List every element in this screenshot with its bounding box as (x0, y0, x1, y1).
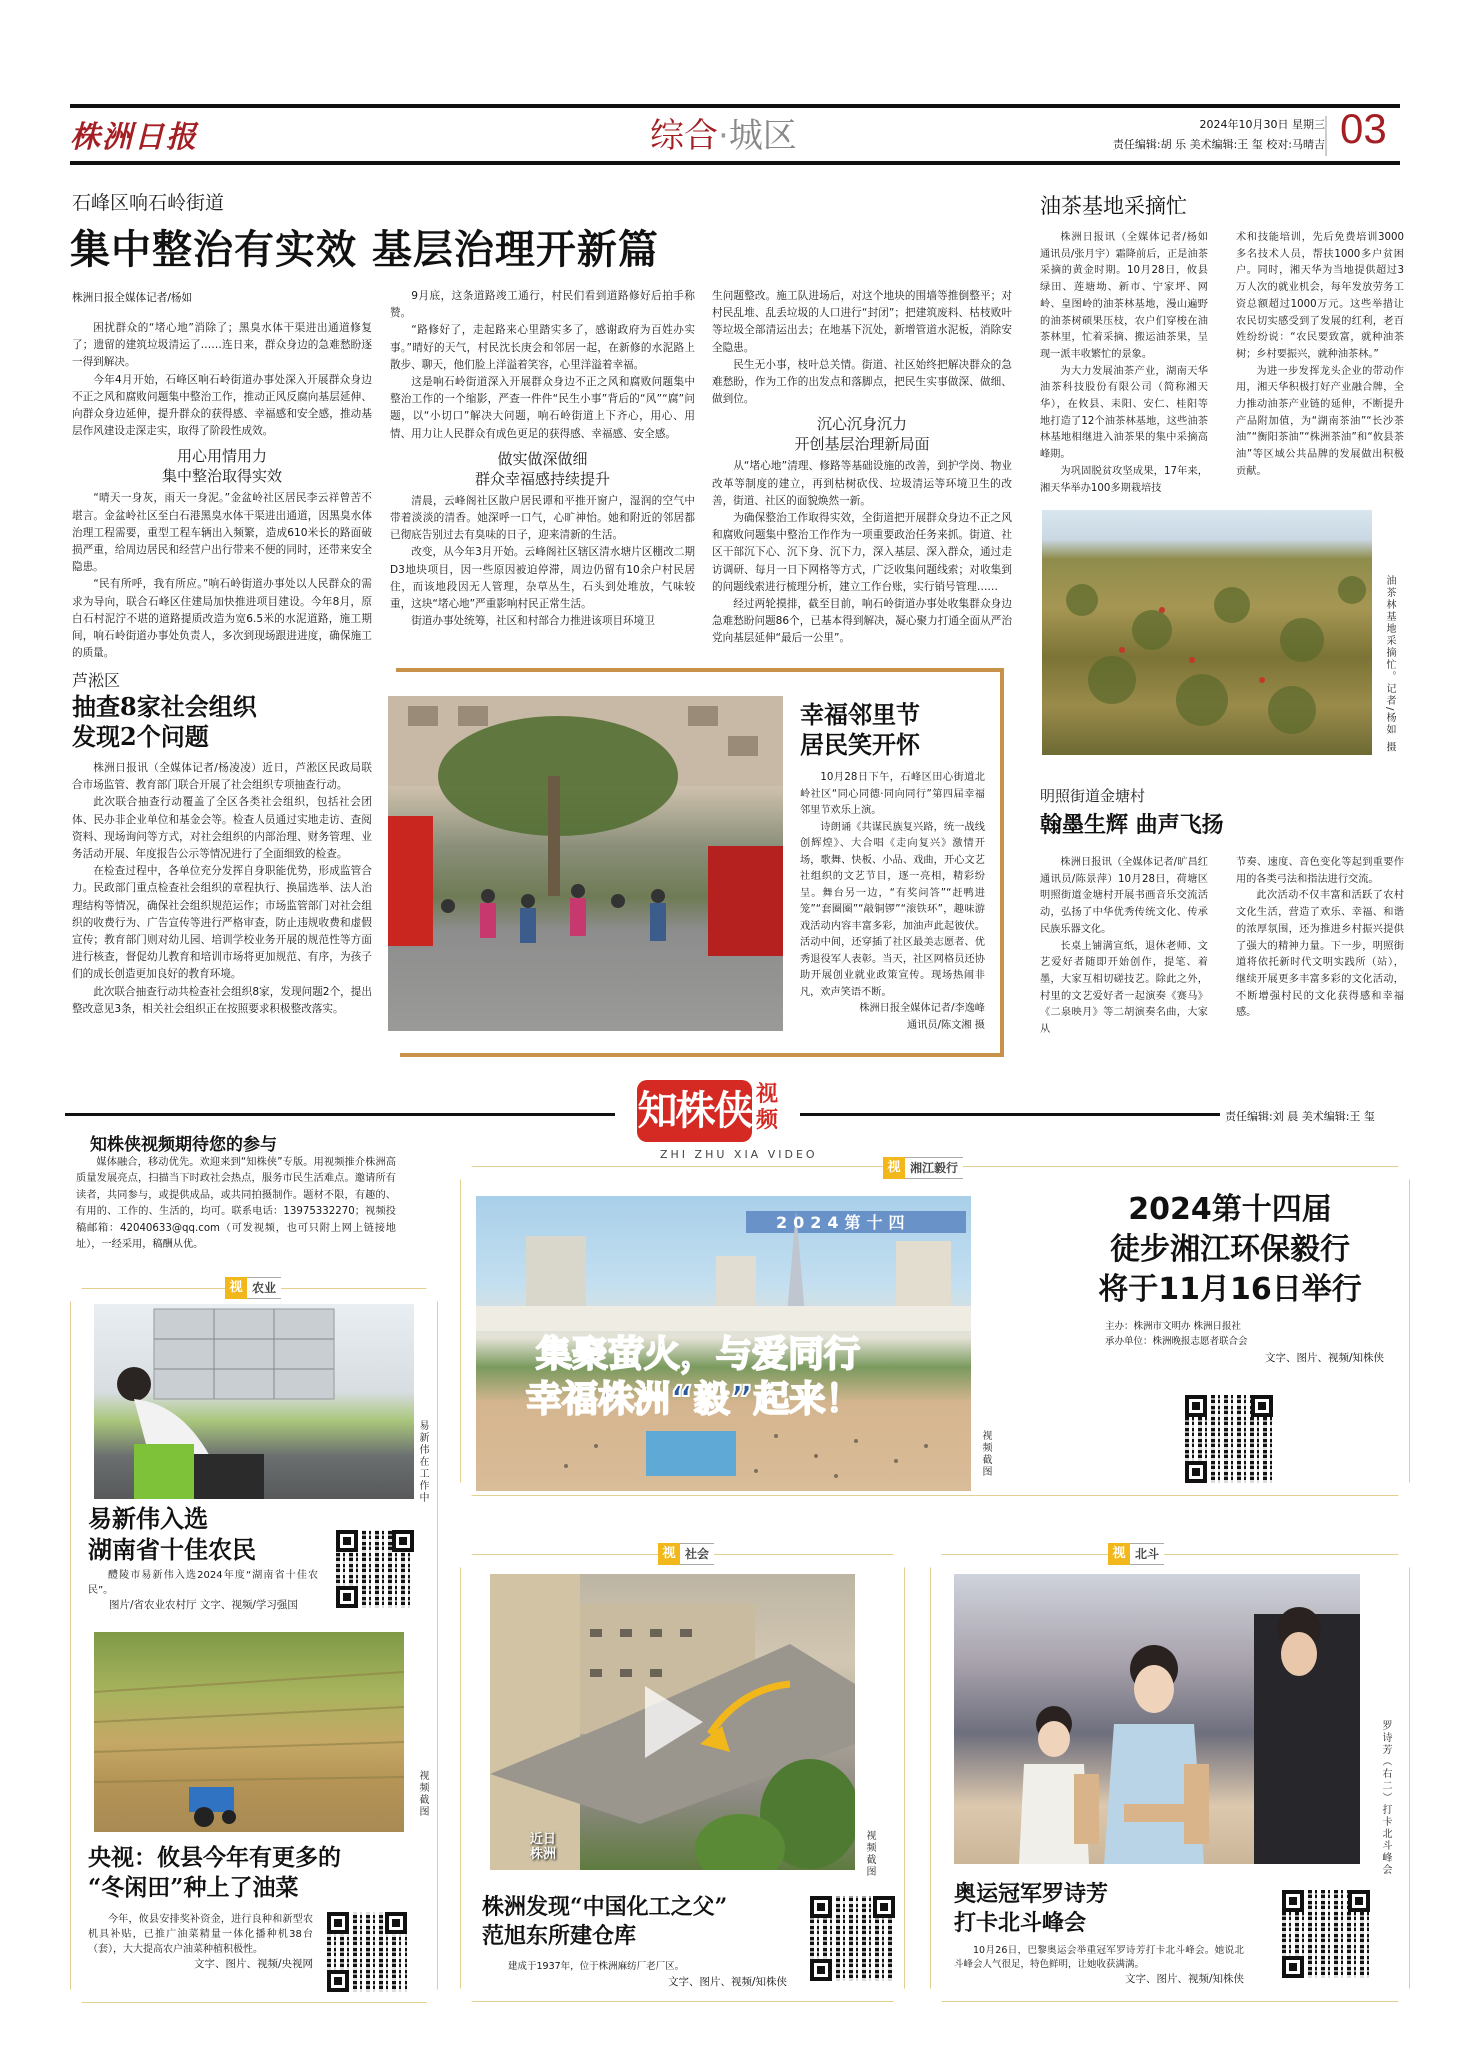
xiangjiang-qr-code[interactable] (1185, 1395, 1273, 1483)
video-tag-icon: 视 (883, 1157, 905, 1179)
jintang-column-1 (1040, 855, 1208, 1039)
headline-line: 抽查8家社会组织 (72, 692, 257, 721)
rapeseed-photo-caption: 视频截图 (417, 1770, 428, 1818)
zhizhuxia-logo-side: 视频 (756, 1082, 779, 1133)
title-line: 2024第十四届 (1128, 1192, 1332, 1227)
subheading (712, 414, 1012, 454)
farmer-photo-caption: 易新伟在工作中 (417, 1420, 428, 1504)
paragraph: 株洲日报讯（全媒体记者/旷昌红 通讯员/陈景萍）10月28日，荷塘区明照街道金塘村开展书画音乐交流活动，弘扬了中华优秀传统文化、传承民族乐器文化。 (1040, 857, 1208, 935)
slogan-line-1: 集聚萤火，与爱同行 (536, 1334, 861, 1375)
tractor-field-illustration (94, 1632, 404, 1832)
slogan-line-2: 幸福株洲“毅”起来！ (526, 1379, 862, 1420)
header-divider (1325, 116, 1327, 156)
farmer-photo (94, 1304, 414, 1499)
xiangjiang-photo-caption: 视频截图 (980, 1430, 991, 1478)
agriculture-title-2 (88, 1843, 341, 1903)
section-main: 综合 (650, 116, 718, 156)
title-line: 奥运冠军罗诗芳 (954, 1881, 1109, 1907)
paragraph: 今年，攸县安排奖补资金，进行良种和新型农机具补贴，已推广油菜精量一体化播种机38台（套），大大提高农户油菜种植积极性。 (88, 1914, 313, 1955)
paragraph: 为确保整治工作取得实效，全街道把开展群众身边不正之风和腐败问题集中整治工作作为一项重要政治任务来抓。街道、社区干部沉下心、沉下身、沉下力，深入基层、深入群众，通过走访调研、每月一日下网格等方式，广泛收集问题线索；对收集到的问题线索进行梳理分析，建立工作台账，实行销号管理…… (712, 512, 1012, 593)
lusong-kicker: 芦淞区 (72, 671, 121, 690)
tea-photo-caption: 油茶林基地采摘忙。记者/杨如 摄 (1384, 575, 1395, 754)
tag-society (658, 1543, 714, 1565)
subheading-line: 群众幸福感持续提升 (474, 469, 610, 488)
banner-year: 2024第十四 (776, 1213, 911, 1232)
page-number: 03 (1340, 105, 1387, 152)
jintang-column-2 (1236, 855, 1404, 1022)
title-line: “冬闲田”种上了油菜 (88, 1874, 299, 1901)
tea-column-2 (1236, 230, 1404, 481)
page-editors: 责任编辑:胡 乐 美术编辑:王 玺 校对:马晴吉 (1112, 138, 1325, 151)
label-line: 株洲 (530, 1847, 557, 1862)
paragraph: 为大力发展油茶产业，湖南天华油茶科技股份有限公司（简称湘天华），在攸县、耒阳、安仁、桂阳等地打造了12个油茶林基地，这些油茶林基地相继进入油茶果的集中采摘高峰期。 (1040, 365, 1208, 461)
subheading-line: 开创基层治理新局面 (794, 435, 930, 454)
xiangjiang-title (1060, 1190, 1400, 1310)
paragraph: 术和技能培训，先后免费培训3000多名技术人员，帮扶1000多户贫困户。同时，湘天华为当地提供超过3万人次的就业机会，每年发放劳务工资总额超过1000万元。这些举措让农民切实感受到了发展的红利，老百姓纷纷说：“农民要致富，就种油茶树；乡村要振兴，就种油茶林。” (1236, 232, 1404, 360)
society-credit: 文字、图片、视频/知株侠 (668, 1976, 788, 1988)
title-line: 易新伟入选 (88, 1504, 208, 1533)
subheading-line: 做实做深做细 (497, 449, 588, 468)
subheading (390, 449, 695, 489)
paragraph: 在检查过程中，各单位充分发挥自身职能优势，形成监管合力。民政部门重点检查社会组织的章程执行、换届选举、法人治理结构等情况，确保社会组织规范运作；市场监管部门对社会组织的收费行为、广告宣传等进行严格审查，防止违规收费和虚假宣传；教育部门则对幼儿园、培训学校业务开展的规范性等方面进行核查，督促幼儿教育和培训市场将更加规范、有序，为孩子们的成长创造更加良好的教育环境。 (72, 865, 372, 981)
headline-line: 发现2个问题 (72, 722, 209, 751)
agriculture-text (88, 1568, 318, 1613)
section-dot: · (718, 116, 729, 156)
lead-headline: 集中整治有实效 基层治理开新篇 (70, 226, 659, 273)
paragraph: 改变，从今年3月开始。云峰阁社区辖区清水塘片区棚改二期D3地块项目，因一些原因被迫停滞，周边仍留有10余户村民居住，而该地段因无人管理，杂草丛生，石头到处堆放，气味较重，这块“堵心地”严重影响村民正常生活。 (390, 546, 695, 611)
society-qr-code[interactable] (810, 1896, 895, 1981)
lusong-headline (72, 692, 257, 752)
paragraph: 这是响石岭街道深入开展群众身边不正之风和腐败问题集中整治工作的一个缩影，严查一件件“民生小事”背后的“风”“腐”问题，以“小切口”解决大问题，响石岭街道上下齐心，用心、用情、用力让人民群众有成色更足的获得感、幸福感、安全感。 (390, 376, 695, 440)
lead-column-3 (712, 288, 1012, 648)
intro-text (76, 1155, 396, 1253)
paragraph: “路修好了，走起路来心里踏实多了，感谢政府为百姓办实事。”晴好的天气，村民沈长庚会和邻居一起，在新修的水泥路上散步、聊天，他们脸上洋溢着笑容，心里洋溢着幸福。 (390, 324, 695, 371)
farmer-illustration (94, 1304, 414, 1499)
header-bottom-rule (70, 161, 1400, 165)
credit: 文字、图片、视频/知株侠 (1124, 1973, 1244, 1985)
paragraph: 困扰群众的“堵心地”消除了；黑臭水体干渠进出通道修复了；遗留的建筑垃圾清运了……连日来，群众身边的急难愁盼逐一得到解决。 (72, 322, 372, 369)
lead-kicker: 石峰区响石岭街道 (72, 192, 225, 214)
masthead-logo: 株洲日报 (70, 120, 198, 155)
lusong-body (72, 760, 372, 1018)
tea-plantation-photo (1042, 510, 1372, 755)
credit: 图片/省农业农村厅 文字、视频/学习强国 (109, 1599, 298, 1611)
video-rule-left (65, 1113, 615, 1116)
intro-title: 知株侠视频期待您的参与 (90, 1135, 277, 1155)
zhizhuxia-english: ZHI ZHU XIA VIDEO (660, 1148, 818, 1161)
jintang-kicker: 明照街道金塘村 (1040, 787, 1146, 805)
subheading-line: 沉心沉身沉力 (816, 415, 907, 434)
title-line: 央视：攸县今年有更多的 (88, 1844, 341, 1871)
title-line: 湖南省十佳农民 (88, 1535, 256, 1564)
tag-label: 农业 (247, 1277, 281, 1299)
lead-column-2 (390, 288, 695, 630)
subheading-line: 用心用情用力 (176, 447, 267, 466)
festival-scene-illustration (388, 696, 783, 1031)
image-label (530, 1832, 556, 1862)
paragraph: 9月底，这条道路竣工通行，村民们看到道路修好后拍手称赞。 (390, 290, 695, 320)
paragraph: 株洲日报讯（全媒体记者/杨如 通讯员/张月宇）霜降前后，正是油茶采摘的黄金时期。10月28日，攸县绿田、莲塘坳、新市、宁家坪、网岭、皇图岭的油茶林基地，漫山遍野的油茶树硕果压枝，农户们穿梭在油茶林里，忙着采摘、搬运油茶果，呈现一派丰收繁忙的景象。 (1040, 232, 1208, 360)
zhizhuxia-logo: 知株侠 (637, 1080, 752, 1142)
play-icon[interactable] (645, 1686, 703, 1758)
video-editors: 责任编辑:刘 晨 美术编辑:王 玺 (1225, 1110, 1375, 1123)
agriculture-text-2 (88, 1912, 313, 1972)
warehouse-photo-caption: 视频截图 (864, 1830, 875, 1878)
tea-trees-illustration (1042, 510, 1372, 755)
neighbor-body (800, 770, 985, 1034)
paragraph: 醴陵市易新伟入选2024年度“湖南省十佳农民”。 (88, 1570, 318, 1596)
hiking-event-illustration (476, 1196, 971, 1491)
summit-visitors-illustration (954, 1574, 1360, 1864)
title-line: 将于11月16日举行 (1098, 1272, 1362, 1307)
paragraph: “民有所呼，我有所应。”响石岭街道办事处以人民群众的需求为导向，联合石峰区住建局加快推进项目建设。今年8月，原白石村泥泞不堪的道路提质改造为宽6.5米的水泥道路，施工期间，响石岭街道办事处负责人，多次到现场跟进进度，确保施工的质量。 (72, 578, 372, 660)
photo-credit-1: 株洲日报全媒体记者/李逸峰 (859, 1003, 985, 1014)
paragraph: 今年4月开始，石峰区响石岭街道办事处深入开展群众身边不正之风和腐败问题集中整治工作，推动正风反腐向基层延伸、向群众身边延伸，提升群众的获得感、幸福感和安全感，推动基层作风建设走深走实，取得了阶段性成效。 (72, 373, 372, 438)
beidou-summit-photo (954, 1574, 1360, 1864)
subheading (72, 446, 372, 486)
paragraph: “晴天一身灰，雨天一身泥。”金盆岭社区居民李云祥曾苦不堪言。金盆岭社区至白石港黑臭水体干渠进出通道，因黑臭水体治理工程需要，重型工程车辆出入频繁，造成610米长的路面破损严重，给周边居民和经营户出行带来不便的同时，还带来安全隐患。 (72, 492, 372, 574)
neighbor-headline (800, 700, 920, 760)
tag-xiangjiang (883, 1157, 963, 1179)
society-text: 建成于1937年，位于株洲麻纺厂老厂区。 (508, 1961, 685, 1972)
paragraph: 为巩固脱贫攻坚成果，17年来，湘天华举办100多期栽培技 (1040, 465, 1208, 494)
tag-label: 社会 (680, 1543, 714, 1565)
paragraph: 经过两轮摸排，截至目前，响石岭街道办事处收集群众身边急难愁盼问题86个，已基本得到解决，凝心聚力打通全面从严治党向基层延伸“最后一公里”。 (712, 598, 1012, 645)
paragraph: 10月28日下午，石峰区田心街道北岭社区“同心同德·同向同行”第四届幸福邻里节欢乐上演。 (800, 772, 985, 816)
paragraph: 从“堵心地”清理、修路等基础设施的改善，到护学岗、物业改革等制度的建立，再到枯树砍伐、垃圾清运等环境卫生的改善，街道、社区的面貌焕然一新。 (712, 460, 1012, 507)
video-tag-icon: 视 (658, 1543, 680, 1565)
title-line: 打卡北斗峰会 (954, 1910, 1087, 1936)
xiangjiang-host: 主办：株洲市文明办 株洲日报社 (1105, 1321, 1242, 1332)
neighbor-festival-photo (388, 696, 783, 1031)
headline-line: 居民笑开怀 (800, 730, 920, 759)
agriculture-qr-code-2[interactable] (327, 1912, 407, 1992)
subheading-line: 集中整治取得实效 (161, 467, 282, 486)
photo-credit-2: 通讯员/陈文湘 摄 (907, 1019, 985, 1031)
paragraph: 此次活动不仅丰富和活跃了农村文化生活，营造了欢乐、幸福、和谐的浓厚氛围，还为推进乡村振兴提供了强大的精神力量。下一步，明照街道将依托新时代文明实践所（站），继续开展更多丰富多彩的文化活动，不断增强村民的文化获得感和幸福感。 (1236, 890, 1404, 1019)
video-tag-icon: 视 (1108, 1543, 1130, 1565)
beidou-qr-code[interactable] (1282, 1890, 1370, 1978)
paragraph: 节奏、速度、音色变化等起到重要作用的各类弓法和指法进行交流。 (1236, 857, 1404, 885)
title-line: 范旭东所建仓库 (482, 1923, 637, 1949)
paragraph: 长桌上铺满宣纸，退休老师、文艺爱好者随即开始创作，提笔、着墨，大家互相切磋技艺。除此之外，村里的文艺爱好者一起演奏《赛马》《二泉映月》等二胡演奏名曲，大家从 (1040, 940, 1208, 1036)
tag-label: 北斗 (1130, 1543, 1164, 1565)
paragraph: 街道办事处统筹，社区和村部合力推进该项目环境卫 (411, 615, 655, 628)
tag-agriculture (225, 1277, 281, 1299)
tag-label: 湘江毅行 (905, 1157, 963, 1179)
paragraph: 民生无小事，枝叶总关情。街道、社区始终把解决群众的急难愁盼，作为工作的出发点和落脚点，把民生实事做深、做细、做到位。 (712, 358, 1012, 406)
label-line: 近日 (530, 1832, 557, 1847)
agriculture-title (88, 1503, 256, 1565)
xiangjiang-video-thumbnail[interactable] (476, 1196, 971, 1491)
paragraph: 清晨，云峰阁社区散户居民谭和平推开窗户，湿润的空气中带着淡淡的清香。她深呼一口气，心旷神怡。她和附近的邻居都已彻底告别过去有臭味的日子，迎来清新的生活。 (390, 494, 695, 542)
tea-column-1 (1040, 230, 1208, 497)
section-title (650, 108, 797, 157)
agriculture-qr-code[interactable] (336, 1530, 414, 1608)
paragraph: 诗朗诵《共谋民族复兴路，统一战线创辉煌》、大合唱《走向复兴》激情开场，歌舞、快板、小品、戏曲，开心文艺社组织的文艺节目，逐一亮相，精彩纷呈。舞台另一边，“有奖问答”“赶鸭进笼”“套圈圈”“敲铜锣”“滚铁环”，趣味游戏活动内容丰富多彩，加油声此起彼伏。活动中间，还穿插了社区最美志愿者、优秀退役军人表彰。当天，社区网格员还协助开展创业就业政策宣传。现场热闹非凡，欢声笑语不断。 (800, 821, 985, 998)
rapeseed-field-photo (94, 1632, 404, 1832)
beidou-title (954, 1880, 1108, 1938)
xiangjiang-credit: 文字、图片、视频/知株侠 (1265, 1352, 1385, 1364)
warehouse-video-thumbnail[interactable] (490, 1574, 855, 1870)
lead-byline: 株洲日报全媒体记者/杨如 (72, 292, 193, 304)
lead-column-1 (72, 320, 372, 662)
tea-headline: 油茶基地采摘忙 (1040, 194, 1187, 218)
paragraph: 为进一步发挥龙头企业的带动作用，湘天华积极打好产业融合牌，全力推动油茶产业链的延伸，不断提升产品附加值，为“湖南茶油”“长沙茶油”“衡阳茶油”“株洲茶油”和“攸县茶油”等区域公共品牌的发展做出积极贡献。 (1236, 365, 1404, 477)
paragraph: 此次联合抽查行动覆盖了全区各类社会组织，包括社会团体、民办非企业单位和基金会等。检查人员通过实地走访、查阅资料、现场询问等方式，对社会组织的内部治理、财务管理、业务活动开展、年度报告公示等情况进行了全面细致的检查。 (72, 796, 372, 861)
tag-beidou (1108, 1543, 1164, 1565)
video-tag-icon: 视 (225, 1277, 247, 1299)
paragraph: 此次联合抽查行动共检查社会组织8家，发现问题2个，提出整改意见3条，相关社会组织正在按照要求积极整改落实。 (72, 985, 372, 1015)
beidou-photo-caption: 罗诗芳（右二）打卡北斗峰会 (1380, 1720, 1391, 1876)
title-line: 株洲发现“中国化工之父” (482, 1894, 728, 1920)
section-sub: 城区 (728, 116, 797, 156)
video-rule-right (800, 1113, 1220, 1116)
xiangjiang-organizer: 承办单位：株洲晚报志愿者联合会 (1105, 1336, 1248, 1347)
paragraph: 生问题整改。施工队进场后，对这个地块的围墙等推倒整平；对村民乱堆、乱丢垃圾的人口进行“封闭”；把建筑废料、枯枝败叶等垃圾全部清运出去；在地基下沉处，新增管道水泥板，消除安全隐患。 (712, 290, 1012, 354)
issue-date: 2024年10月30日 星期三 (1199, 118, 1325, 131)
headline-line: 幸福邻里节 (800, 700, 920, 729)
society-title (482, 1893, 727, 1951)
jintang-headline: 翰墨生辉 曲声飞扬 (1040, 812, 1224, 838)
paragraph: 株洲日报讯（全媒体记者/杨凌凌）近日，芦淞区民政局联合市场监管、教育部门联合开展了社会组织专项抽查行动。 (72, 762, 372, 792)
title-line: 徒步湘江环保毅行 (1110, 1232, 1350, 1267)
paragraph: 10月26日，巴黎奥运会举重冠军罗诗芳打卡北斗峰会。她说北斗峰会人气很足，特色鲜明，让她收获满满。 (954, 1945, 1244, 1970)
credit: 文字、图片、视频/央视网 (193, 1958, 313, 1970)
paragraph: 媒体融合，移动优先。欢迎来到“知株侠”专版。用视频推介株洲高质量发展亮点，扫描当下时政社会热点，服务市民生活难点。邀请所有读者，共同参与，或提供成品，或共同拍摄制作。题材不限，有趣的、有用的、工作的、生活的，均可。联系电话：13975332270；视频投稿邮箱：42040633@qq.com（可发视频，也可只附上网上链接地址），一经采用，稿酬从优。 (76, 1157, 396, 1251)
beidou-text (954, 1944, 1244, 1986)
